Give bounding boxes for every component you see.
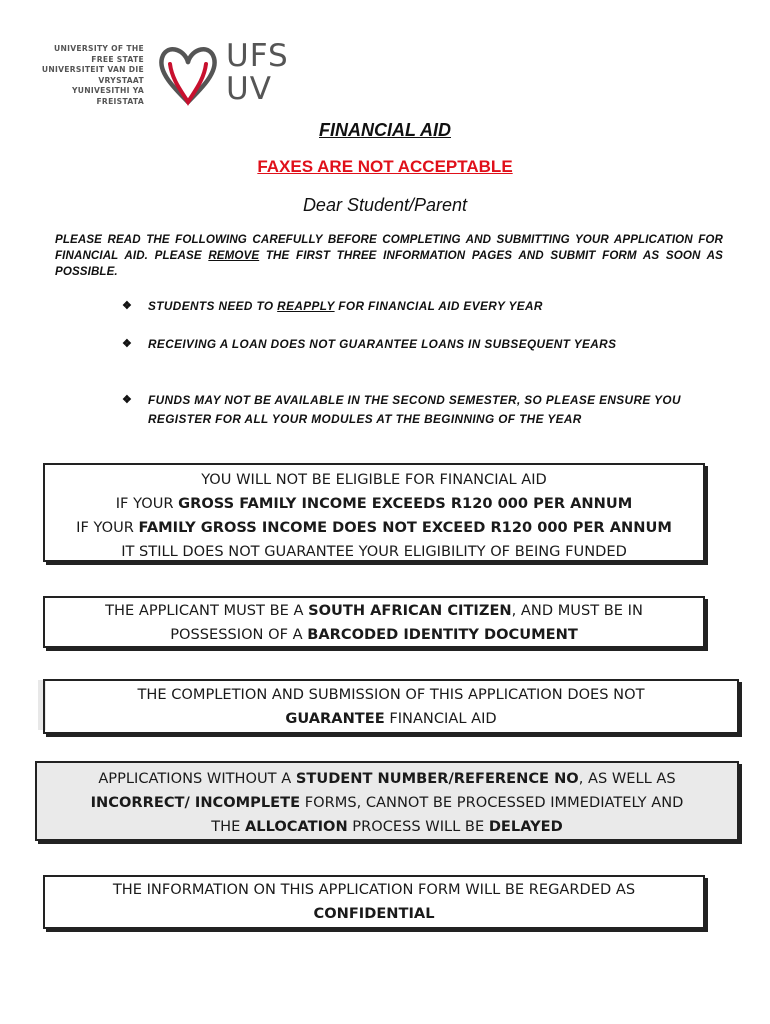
citizenship-line — [45, 599, 703, 623]
bullet-emphasis: REAPPLY — [277, 299, 335, 313]
processing-bold: INCORRECT/ INCOMPLETE — [90, 794, 301, 811]
logo-abbr-ufs: UFS — [226, 38, 289, 74]
processing-bold: ALLOCATION — [245, 818, 348, 835]
guarantee-bold: GUARANTEE — [285, 710, 385, 727]
confidential-line: THE INFORMATION ON THIS APPLICATION FORM WILL BE REGARDED AS — [112, 881, 636, 898]
eligibility-prefix: IF YOUR — [115, 495, 179, 512]
processing-text: FORMS, CANNOT BE PROCESSED IMMEDIATELY AND — [300, 794, 684, 811]
greeting: Dear Student/Parent — [302, 195, 468, 215]
citizenship-box — [43, 596, 705, 648]
page-title: FINANCIAL AID — [319, 120, 451, 140]
list-item — [120, 391, 738, 429]
diamond-bullet-icon: ❖ — [122, 300, 133, 312]
bullet-text-end: FOR FINANCIAL AID EVERY YEAR — [334, 299, 543, 313]
processing-line — [37, 815, 737, 839]
intro-paragraph — [55, 232, 723, 280]
citizenship-bold: BARCODED IDENTITY DOCUMENT — [307, 626, 578, 643]
bullet-text: RECEIVING A LOAN DOES NOT GUARANTEE LOANS IN SUBSEQUENT YEARS — [148, 337, 617, 351]
citizenship-text: THE APPLICANT MUST BE A — [105, 602, 309, 619]
citizenship-line — [45, 623, 703, 647]
logo-line: VRYSTAAT — [98, 75, 144, 85]
intro-text-end: THE FIRST THREE INFORMATION PAGES AND SUBMIT FORM AS SOON AS POSSIBLE. — [55, 249, 723, 278]
processing-bold: DELAYED — [488, 818, 563, 835]
processing-text: PROCESS WILL BE — [347, 818, 489, 835]
processing-bold: STUDENT NUMBER/REFERENCE NO — [295, 770, 579, 787]
eligibility-line — [31, 516, 717, 540]
logo-line: FREE STATE — [91, 54, 144, 64]
logo-line: YUNIVESITHI YA — [71, 86, 144, 96]
citizenship-bold: SOUTH AFRICAN CITIZEN — [308, 602, 512, 619]
bullet-text: STUDENTS NEED TO — [148, 299, 278, 313]
confidential-line — [45, 902, 703, 926]
diamond-bullet-icon: ❖ — [122, 338, 133, 350]
logo-abbreviation — [226, 40, 289, 106]
logo-line: UNIVERSITY OF THE — [54, 44, 144, 53]
eligibility-prefix: IF YOUR — [76, 519, 139, 536]
processing-text: APPLICATIONS WITHOUT A — [98, 770, 296, 787]
list-item — [120, 297, 543, 316]
eligibility-bold: GROSS FAMILY INCOME EXCEEDS R120 000 PER ANNUM — [178, 495, 633, 512]
guarantee-box — [43, 679, 739, 734]
citizenship-text: , AND MUST BE IN — [511, 602, 643, 619]
citizenship-text: POSSESSION OF A — [170, 626, 308, 643]
intro-emphasis: REMOVE — [208, 249, 260, 262]
ufs-heart-logo-icon — [156, 40, 220, 110]
guarantee-line: THE COMPLETION AND SUBMISSION OF THIS APPLICATION DOES NOT — [137, 686, 645, 703]
confidential-bold: CONFIDENTIAL — [313, 905, 435, 922]
processing-text: THE — [211, 818, 245, 835]
guarantee-text: FINANCIAL AID — [384, 710, 497, 727]
logo-line: FREISTATA — [96, 96, 144, 106]
bullet-text: FUNDS MAY NOT BE AVAILABLE IN THE SECOND SEMESTER, SO PLEASE ENSURE YOU REGISTER FOR ALL YOUR MODULES AT THE BEGINNING OF THE YEAR — [148, 393, 681, 426]
eligibility-line — [45, 492, 703, 516]
logo-line: UNIVERSITEIT VAN DIE — [41, 65, 144, 75]
eligibility-line: YOU WILL NOT BE ELIGIBLE FOR FINANCIAL AID — [201, 471, 547, 488]
confidential-box — [43, 875, 705, 929]
list-item — [120, 335, 728, 354]
intro-text: PLEASE READ THE FOLLOWING CAREFULLY BEFORE COMPLETING AND SUBMITTING YOUR APPLICATION FOR FINANCIAL AID. PLEASE — [55, 233, 723, 262]
processing-line — [37, 767, 737, 791]
eligibility-box — [43, 463, 705, 562]
eligibility-line: IT STILL DOES NOT GUARANTEE YOUR ELIGIBILITY OF BEING FUNDED — [121, 543, 627, 560]
logo-abbr-uv: UV — [226, 71, 272, 107]
faxes-notice: FAXES ARE NOT ACCEPTABLE — [257, 157, 513, 176]
guarantee-line — [45, 707, 737, 731]
processing-box — [35, 761, 739, 841]
diamond-bullet-icon: ❖ — [122, 394, 133, 406]
processing-text: , AS WELL AS — [578, 770, 676, 787]
university-name-lockup — [30, 44, 144, 108]
eligibility-bold: FAMILY GROSS INCOME DOES NOT EXCEED R120 000 PER ANNUM — [138, 519, 672, 536]
processing-line — [37, 791, 737, 815]
